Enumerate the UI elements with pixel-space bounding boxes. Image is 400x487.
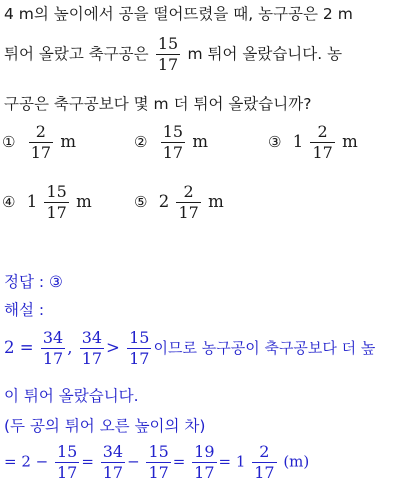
exp-comma: , xyxy=(67,338,73,357)
choice-fraction xyxy=(176,184,200,221)
choice-fraction xyxy=(44,184,68,221)
choice-4[interactable] xyxy=(2,184,92,221)
fraction-numerator: 15 xyxy=(46,182,67,201)
fraction-numerator: 2 xyxy=(35,122,46,141)
exp-greater-than: > xyxy=(106,338,120,357)
choice-unit: m xyxy=(76,192,92,211)
exp-fraction xyxy=(80,330,104,367)
fraction-denominator: 17 xyxy=(129,349,150,368)
choice-unit: m xyxy=(60,132,76,151)
fraction-denominator: 17 xyxy=(42,349,64,368)
choice-marker: ② xyxy=(134,133,148,151)
fraction-numerator: 2 xyxy=(317,122,328,141)
choice-marker: ① xyxy=(2,133,16,151)
explanation-line-3: (두 공의 튀어 오른 높이의 차) xyxy=(4,417,206,435)
choice-whole: 1 xyxy=(26,192,38,211)
choice-fraction xyxy=(29,124,53,161)
fraction-denominator: 17 xyxy=(312,143,333,162)
choice-whole: 2 xyxy=(158,192,170,211)
fraction-numerator: 34 xyxy=(102,442,124,461)
question-line-3: 구공은 축구공보다 몇 m 더 튀어 올랐습니까? xyxy=(4,95,312,113)
fraction-denominator: 17 xyxy=(148,463,169,482)
question-line-2-suffix: m 튀어 올랐습니다. 농 xyxy=(187,45,343,63)
fraction-numerator: 2 xyxy=(183,182,194,201)
fraction-numerator: 34 xyxy=(81,328,103,347)
exp-fraction xyxy=(55,444,79,481)
choice-marker: ③ xyxy=(268,133,282,151)
fraction-denominator: 17 xyxy=(81,349,103,368)
exp-unit: (m) xyxy=(283,452,310,471)
question-line-2-prefix: 튀어 올랐고 축구공은 xyxy=(4,45,149,63)
fraction-numerator: 15 xyxy=(157,34,179,53)
explanation-label: 해설 : xyxy=(4,301,45,319)
question-line-1: 4 m의 높이에서 공을 떨어뜨렸을 때, 농구공은 2 m xyxy=(4,5,353,23)
choice-unit: m xyxy=(342,132,358,151)
exp-fraction xyxy=(146,444,170,481)
choice-5[interactable] xyxy=(134,184,224,221)
exp-fraction xyxy=(127,330,151,367)
fraction-denominator: 17 xyxy=(57,463,78,482)
exp-text: 이므로 농구공이 축구공보다 더 높 xyxy=(153,339,376,357)
question-line-2 xyxy=(4,36,342,73)
choice-1[interactable] xyxy=(2,124,76,161)
fraction-numerator: 34 xyxy=(42,328,64,347)
fraction-denominator: 17 xyxy=(162,143,184,162)
choice-unit: m xyxy=(208,192,224,211)
exp-minus: − xyxy=(127,452,140,471)
fraction-denominator: 17 xyxy=(194,463,215,482)
choice-fraction xyxy=(161,124,185,161)
fraction-numerator: 15 xyxy=(162,122,184,141)
fraction-denominator: 17 xyxy=(30,143,52,162)
explanation-line-2: 이 튀어 올랐습니다. xyxy=(4,387,139,405)
fraction-denominator: 17 xyxy=(254,463,275,482)
choice-whole: 1 xyxy=(292,132,304,151)
explanation-line-1 xyxy=(4,330,375,367)
answer-label: 정답 : ③ xyxy=(4,273,63,291)
choice-3[interactable] xyxy=(268,124,358,161)
exp-equals: = xyxy=(172,452,186,471)
choice-marker: ④ xyxy=(2,193,16,211)
exp-start: = 2 − xyxy=(4,452,49,471)
exp-fraction xyxy=(252,444,276,481)
fraction-numerator: 15 xyxy=(129,328,150,347)
explanation-line-4 xyxy=(4,444,309,481)
choice-fraction xyxy=(310,124,334,161)
fraction-numerator: 19 xyxy=(194,442,215,461)
exp-equals: = xyxy=(81,452,94,471)
fraction-numerator: 2 xyxy=(259,442,270,461)
question-fraction xyxy=(156,36,180,73)
fraction-numerator: 15 xyxy=(148,442,169,461)
fraction-denominator: 17 xyxy=(46,203,67,222)
choice-unit: m xyxy=(192,132,208,151)
exp-fraction xyxy=(192,444,216,481)
choice-marker: ⑤ xyxy=(134,193,148,211)
exp-equals-mixed: = 1 xyxy=(218,452,246,471)
fraction-denominator: 17 xyxy=(157,55,179,74)
exp-fraction xyxy=(41,330,65,367)
fraction-denominator: 17 xyxy=(178,203,199,222)
fraction-denominator: 17 xyxy=(102,463,124,482)
exp-fraction xyxy=(101,444,125,481)
fraction-numerator: 15 xyxy=(57,442,78,461)
exp-lhs: 2 = xyxy=(4,338,34,357)
choice-2[interactable] xyxy=(134,124,208,161)
